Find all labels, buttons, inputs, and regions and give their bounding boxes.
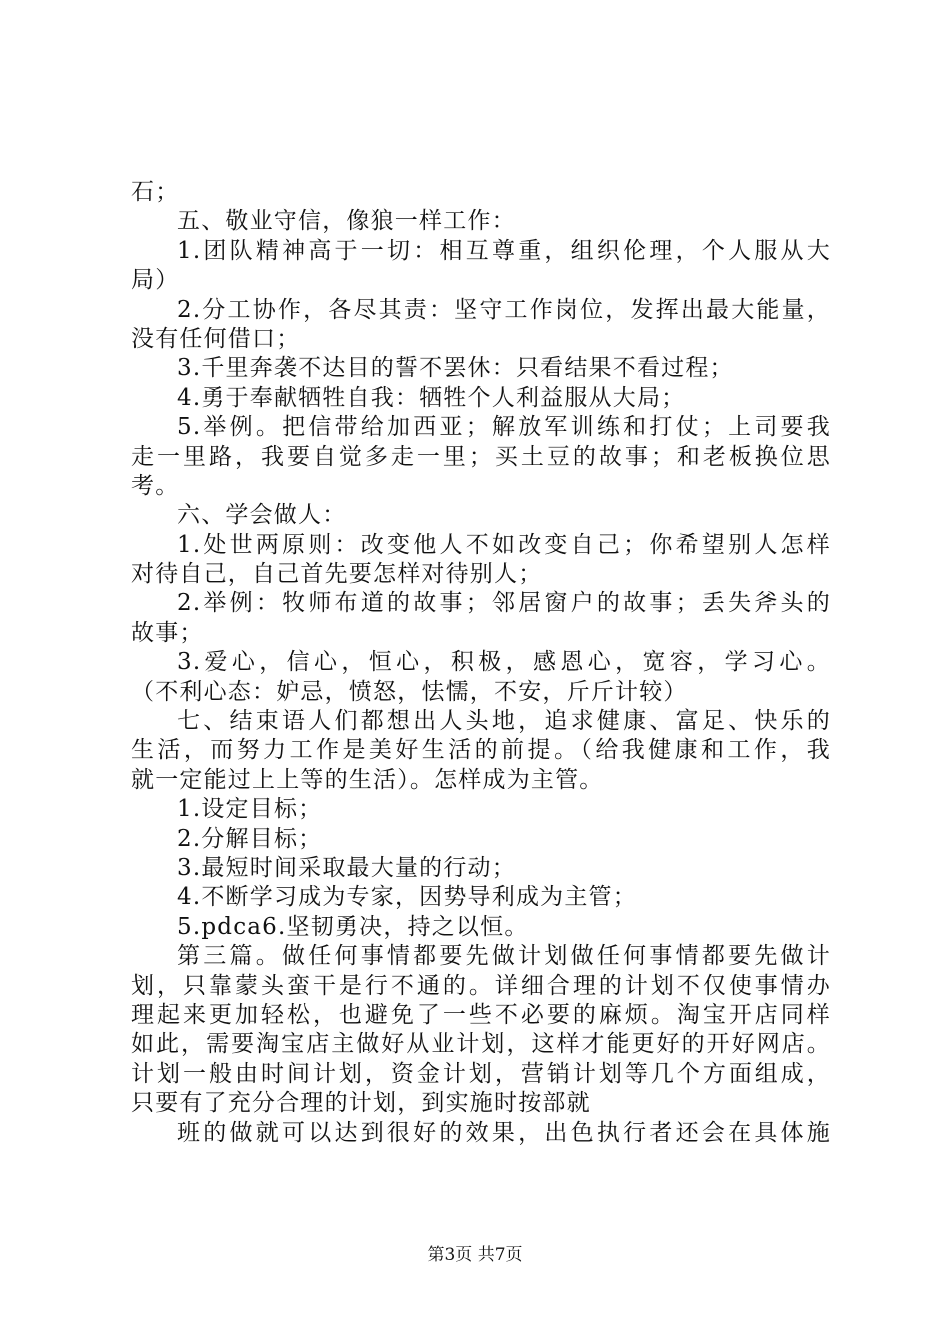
text-line: 4.不断学习成为专家，因势导利成为主管； — [177, 884, 637, 911]
text-line: 3.爱心，信心，恒心，积极，感恩心，宽容，学习心。 — [177, 649, 831, 676]
text-line: 走一里路，我要自觉多走一里；买土豆的故事；和老板换位思 — [131, 443, 831, 470]
text-line: 如此，需要淘宝店主做好从业计划，这样才能更好的开好网店。 — [131, 1031, 831, 1058]
text-line: 故事； — [131, 619, 204, 646]
text-line: 班的做就可以达到很好的效果，出色执行者还会在具体施 — [177, 1119, 831, 1146]
text-line: 5.pdca6.坚韧勇决，持之以恒。 — [177, 913, 529, 940]
text-line: 2.分工协作，各尽其责：坚守工作岗位，发挥出最大能量， — [177, 296, 831, 323]
text-line: 没有任何借口； — [131, 325, 301, 352]
text-line: 4.勇于奉献牺牲自我：牺牲个人利益服从大局； — [177, 384, 686, 411]
text-line: 划，只靠蒙头蛮干是行不通的。详细合理的计划不仅使事情办 — [131, 972, 831, 999]
text-line: 理起来更加轻松，也避免了一些不必要的麻烦。淘宝开店同样 — [131, 1001, 831, 1028]
text-line: 1.处世两原则：改变他人不如改变自己；你希望别人怎样 — [177, 531, 831, 558]
text-line: 5.举例。把信带给加西亚；解放军训练和打仗；上司要我 — [177, 414, 831, 441]
section-heading: 七、结束语人们都想出人头地，追求健康、富足、快乐的 — [177, 708, 831, 735]
text-line: 3.最短时间采取最大量的行动； — [177, 854, 516, 881]
text-line: 对待自己，自己首先要怎样对待别人； — [131, 561, 543, 588]
text-line: 就一定能过上上等的生活）。怎样成为主管。 — [131, 766, 604, 793]
text-line: 1.团队精神高于一切：相互尊重，组织伦理，个人服从大 — [177, 237, 831, 264]
text-line: 计划一般由时间计划，资金计划，营销计划等几个方面组成， — [131, 1060, 831, 1087]
section-heading: 五、敬业守信，像狼一样工作： — [177, 208, 516, 235]
text-line: 3.千里奔袭不达目的誓不罢休：只看结果不看过程； — [177, 355, 734, 382]
text-line: 1.设定目标； — [177, 796, 323, 823]
body-text — [131, 178, 831, 1148]
section-heading: 六、学会做人： — [177, 502, 347, 529]
text-line: 生活，而努力工作是美好生活的前提。（给我健康和工作，我 — [131, 737, 831, 764]
page-number-footer: 第3页 共7页 — [427, 1245, 523, 1265]
text-line: 只要有了充分合理的计划，到实施时按部就 — [131, 1090, 591, 1117]
text-line: 2.分解目标； — [177, 825, 323, 852]
text-line: （不利心态：妒忌，愤怒，怯懦，不安，斤斤计较） — [131, 678, 688, 705]
section-heading: 第三篇。做任何事情都要先做计划做任何事情都要先做计 — [177, 943, 831, 970]
text-line: 考。 — [131, 472, 180, 499]
text-line: 局） — [131, 267, 180, 294]
text-line: 石； — [131, 179, 180, 205]
text-line: 2.举例：牧师布道的故事；邻居窗户的故事；丢失斧头的 — [177, 590, 831, 617]
